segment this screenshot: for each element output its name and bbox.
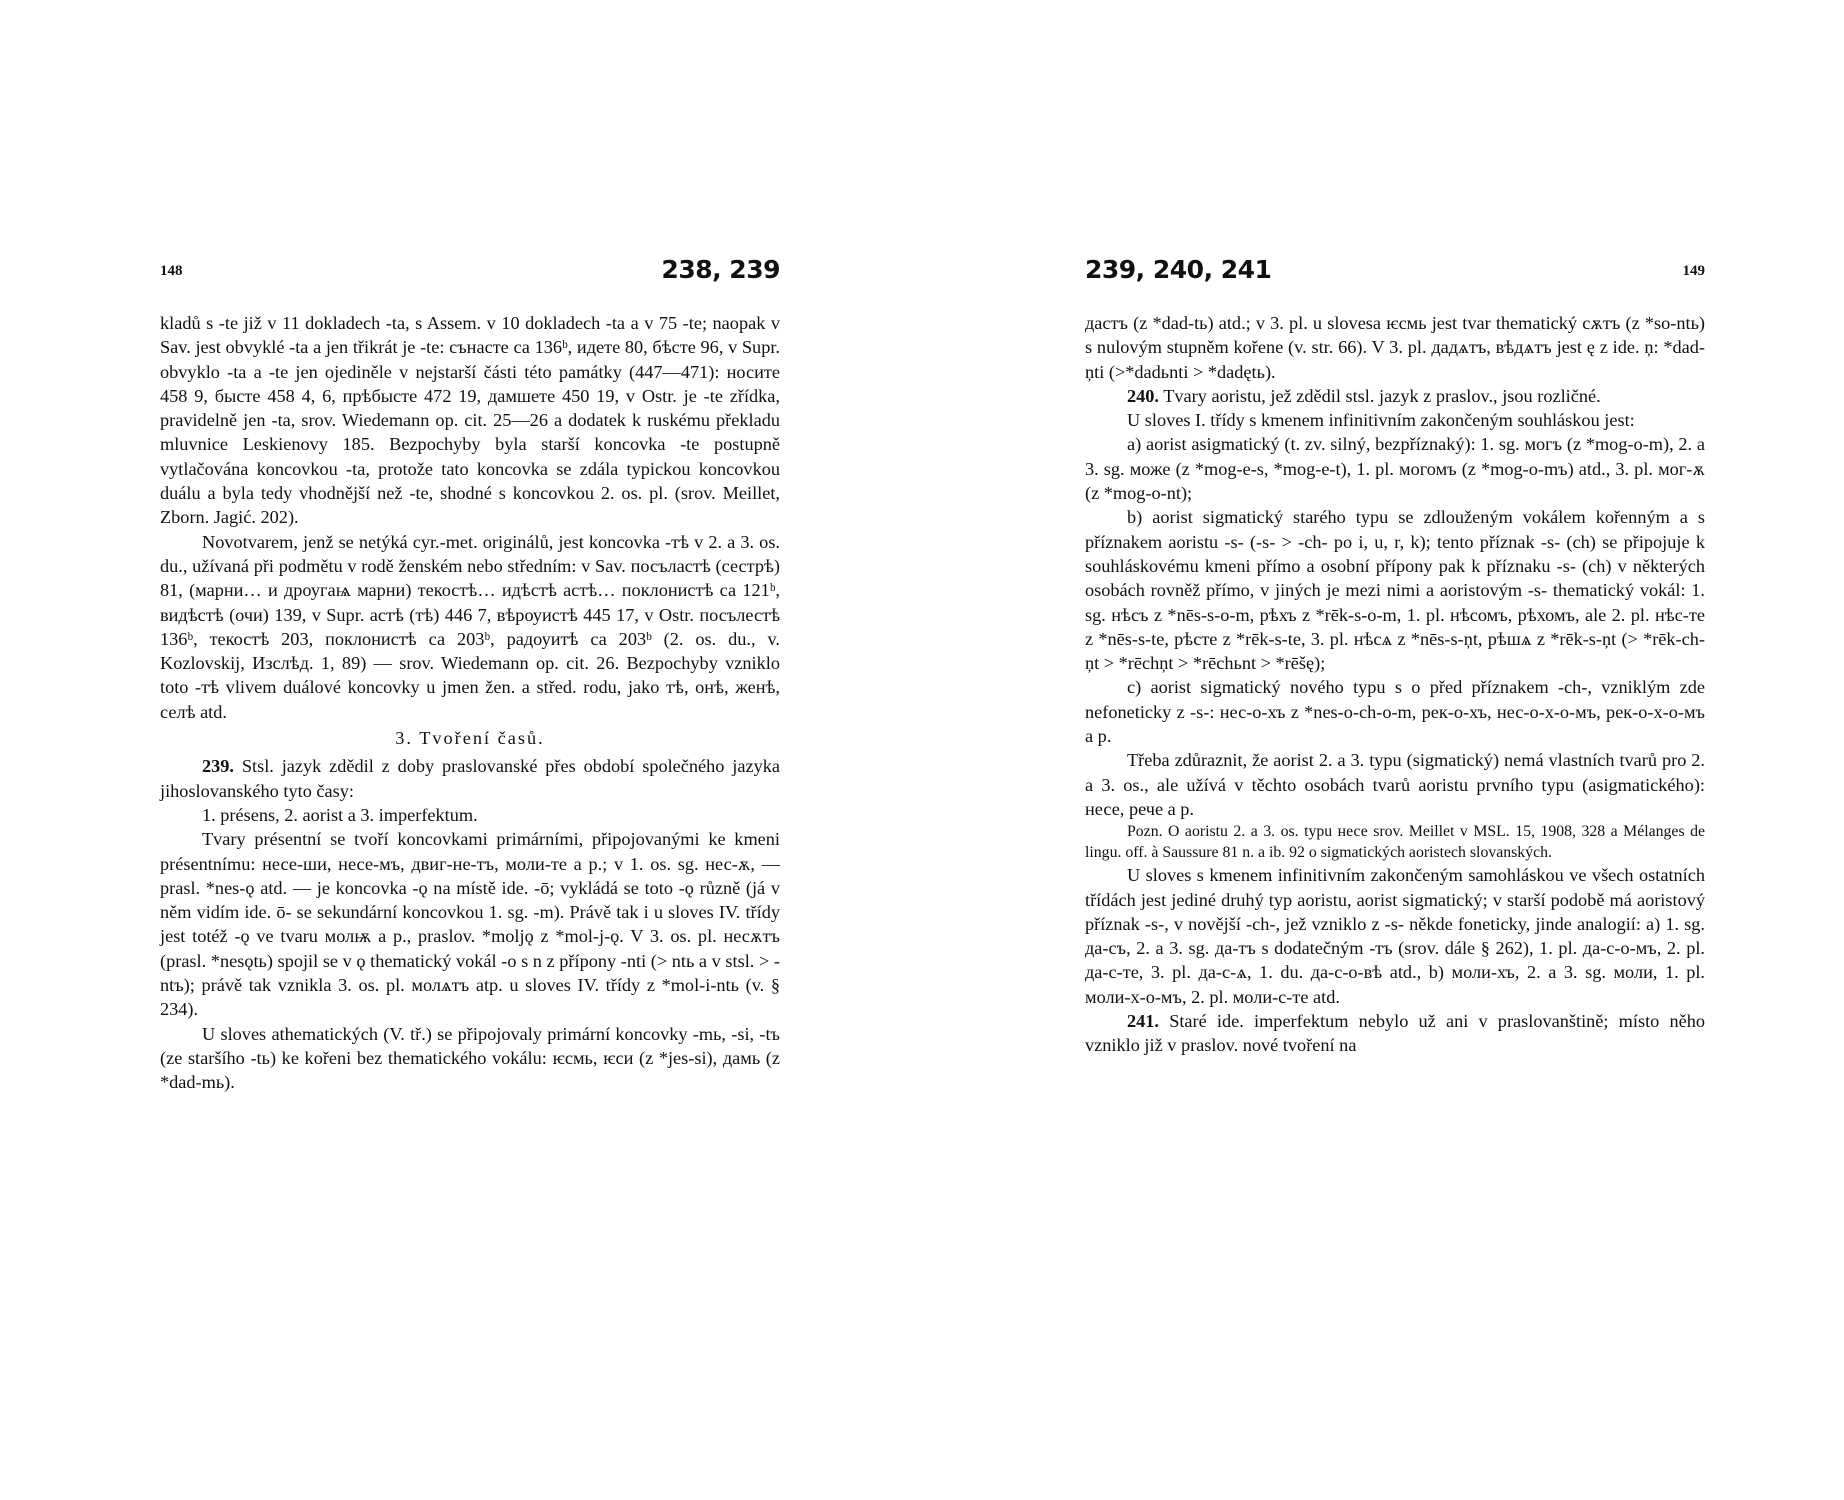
page-body: [160, 311, 780, 1095]
right-page: [1085, 255, 1705, 1058]
page-header: [160, 255, 780, 295]
paragraph: Třeba zdůraznit, že aorist 2. a 3. typu (sigmatický) nemá vlastních tvarů pro 2. a 3. os., ale užívá v těchto osobách tvarů aoristu prvního typu (asigmatického): несе, рече a p.: [1085, 750, 1705, 819]
left-page: [160, 255, 780, 1095]
paragraph: Novotvarem, jenž se netýká cyr.-met. originálů, jest koncovka -тѣ v 2. a 3. os. du., užívaná při podmětu v rodě ženském nebo středním: v Sav. посъластѣ (сестрѣ) 81, (марни… и дроугаѩ марни) текостѣ… идѣстѣ астѣ… поклонистѣ са 121ᵇ, видѣстѣ (очи) 139, v Supr. астѣ (тѣ) 446 7, вѣроуистѣ 445 17, v Ostr. посълестѣ 136ᵇ, текостѣ 203, поклонистѣ са 203ᵇ, радоуитѣ са 203ᵇ (2. os. du., v. Kozlovskij, Изслѣд. 1, 89) — srov. Wiedemann op. cit. 26. Bezpochyby vzniklo toto -тѣ vlivem duálové koncovky u jmen žen. a střed. rodu, jako тѣ, онѣ, женѣ, селѣ atd.: [160, 531, 780, 722]
paragraph-number: 241.: [1127, 1011, 1159, 1032]
paragraph-c: c) aorist sigmatický nového typu s o před příznakem -ch-, vzniklým zde nefoneticky z -s-: нес-о-хъ z *nes-o-ch-o-m, рек-о-хъ, нес-о-х-о-мъ, рек-о-х-о-мъ a p.: [1085, 677, 1705, 747]
page-number: 149: [1682, 263, 1705, 279]
page-body: [1085, 311, 1705, 1058]
paragraph: U sloves athematických (V. tř.) se připojovaly primární koncovky -mь, -si, -tъ (ze staršího -tь) ke kořeni bez thematického vokálu: ѥсмь, ѥси (z *jes-si), дамь (z *dad-mь).: [160, 1023, 780, 1093]
paragraph-text: Staré ide. imperfektum nebylo už ani v praslovanštině; místo něho vzniklo již v praslov. nové tvoření na: [1085, 1011, 1705, 1056]
section-range: 238, 239: [661, 255, 780, 284]
paragraph-239: [160, 754, 780, 803]
paragraph-b: b) aorist sigmatický starého typu se zdlouženým vokálem kořenným a s příznakem aoristu -s- (-s- > -ch- po i, u, r, k); tento příznak -s- (ch) se připojuje k souhláskovému kmeni přímo a osobní přípony pak k příznaku -s- (ch) v některých osobách rovněž přímo, v jiných je mezi nimi a aoristovým -s- thematický vokál: 1. sg. нѣсъ z *nēs-s-o-m, рѣхъ z *rēk-s-o-m, 1. pl. нѣсомъ, рѣхомъ, ale 2. pl. нѣс-те z *nēs-s-te, рѣсте z *rēk-s-te, 3. pl. нѣсѧ z *nēs-s-ņt, рѣшѧ z *rēk-s-ņt (> *rēk-ch-ņt > *rēchņt > *rēchьnt > *rēšę);: [1085, 507, 1705, 674]
tenses-line: 1. présens, 2. aorist a 3. imperfektum.: [202, 804, 478, 825]
paragraph-a: a) aorist asigmatický (t. zv. silný, bezpříznaký): 1. sg. могъ (z *mog-o-m), 2. a 3. sg. може (z *mog-e-s, *mog-e-t), 1. pl. могомъ (z *mog-o-mъ) atd., 3. pl. мог-ѫ (z *mog-o-nt);: [1085, 434, 1705, 504]
paragraph: Tvary présentní se tvoří koncovkami primárními, připojovanými ke kmeni présentnímu: несе-ши, несе-мъ, двиг-не-тъ, моли-те a p.; v 1. os. sg. нес-ѫ, — prasl. *nes-ǫ atd. — je koncovka -ǫ na místě ide. -ō; vykládá se toto -ǫ různě (já v něm vidím ide. ō- se sekundární koncovkou 1. sg. -m). Právě tak i u sloves IV. třídy jest totéž -ǫ ve tvaru молѭ a p., praslov. *moljǫ z *mol-j-ǫ. V 3. os. pl. несѫтъ (prasl. *nesǫtь) spojil se v ǫ thematický vokál -o s n z přípony -nti (> ntь a v stsl. > -ntъ); právě tak vznikla 3. os. pl. молѧтъ atp. u sloves IV. třídy z *mol-i-ntь (v. § 234).: [160, 829, 780, 1020]
paragraph-240: [1085, 384, 1705, 408]
section-heading: 3. Tvoření časů.: [395, 728, 545, 749]
footnote: Pozn. O aoristu 2. a 3. os. typu несе srov. Meillet v MSL. 15, 1908, 328 a Mélanges de lingu. off. à Saussure 81 n. a ib. 92 o sigmatických aoristech slovanských.: [1085, 823, 1705, 862]
page-number: 148: [160, 263, 183, 279]
paragraph-number: 240.: [1127, 385, 1159, 406]
paragraph-241: [1085, 1009, 1705, 1058]
paragraph: kladů s -te již v 11 dokladech -ta, s Assem. v 10 dokladech -ta a v 75 -te; naopak v Sav. jest obvyklé -ta a jen třikrát je -te: сънасте са 136ᵇ, идете 80, бѣсте 96, v Supr. obvyklo -ta a -te jen ojediněle v nejstarší části této památky (447—471): носите 458 9, бысте 458 4, 6, прѣбысте 472 19, дамшете 450 19, v Ostr. je -te zřídka, pravidelně jen -ta, srov. Wiedemann op. cit. 25—26 a dodatek k ruskému překladu mluvnice Leskienovy 185. Bezpochyby byla starší koncovka -te postupně vytlačována koncovkou -ta, protože tato koncovka se zdála typickou koncovkou duálu a byla tedy vhodnější než -te, shodné s koncovkou 2. os. pl. (srov. Meillet, Zborn. Jagić. 202).: [160, 313, 780, 528]
paragraph-text: Stsl. jazyk zdědil z doby praslovanské přes období společného jazyka jihoslovanského tyto časy:: [160, 756, 780, 801]
page-header: [1085, 255, 1705, 295]
paragraph: U sloves I. třídy s kmenem infinitivním zakončeným souhláskou jest:: [1127, 410, 1635, 431]
section-range: 239, 240, 241: [1085, 255, 1272, 284]
paragraph: U sloves s kmenem infinitivním zakončeným samohláskou ve všech ostatních třídách jest jediné druhý typ aoristu, aorist sigmatický; v starší podobě má aoristový příznak -s-, v novější -ch-, jež vzniklo z -s- někde foneticky, jinde analogií: a) 1. sg. да-съ, 2. a 3. sg. да-тъ s dodatečným -тъ (srov. dále § 262), 1. pl. да-с-о-мъ, 2. pl. да-с-те, 3. pl. да-с-ѧ, 1. du. да-с-о-вѣ atd., b) моли-хъ, 2. a 3. sg. моли, 1. pl. моли-х-о-мъ, 2. pl. моли-с-те atd.: [1085, 865, 1705, 1007]
paragraph-number: 239.: [202, 756, 234, 777]
paragraph: дастъ (z *dad-tь) atd.; v 3. pl. u slovesa ѥсмь jest tvar thematický сѫтъ (z *so-ntь) s nulovým stupněm kořene (v. str. 66). V 3. pl. дадѧтъ, вѣдѧтъ jest ę z ide. ņ: *dad-ņti (>*dadьnti > *dadętь).: [1085, 313, 1705, 382]
paragraph-text: Tvary aoristu, jež zdědil stsl. jazyk z praslov., jsou rozličné.: [1163, 385, 1601, 406]
